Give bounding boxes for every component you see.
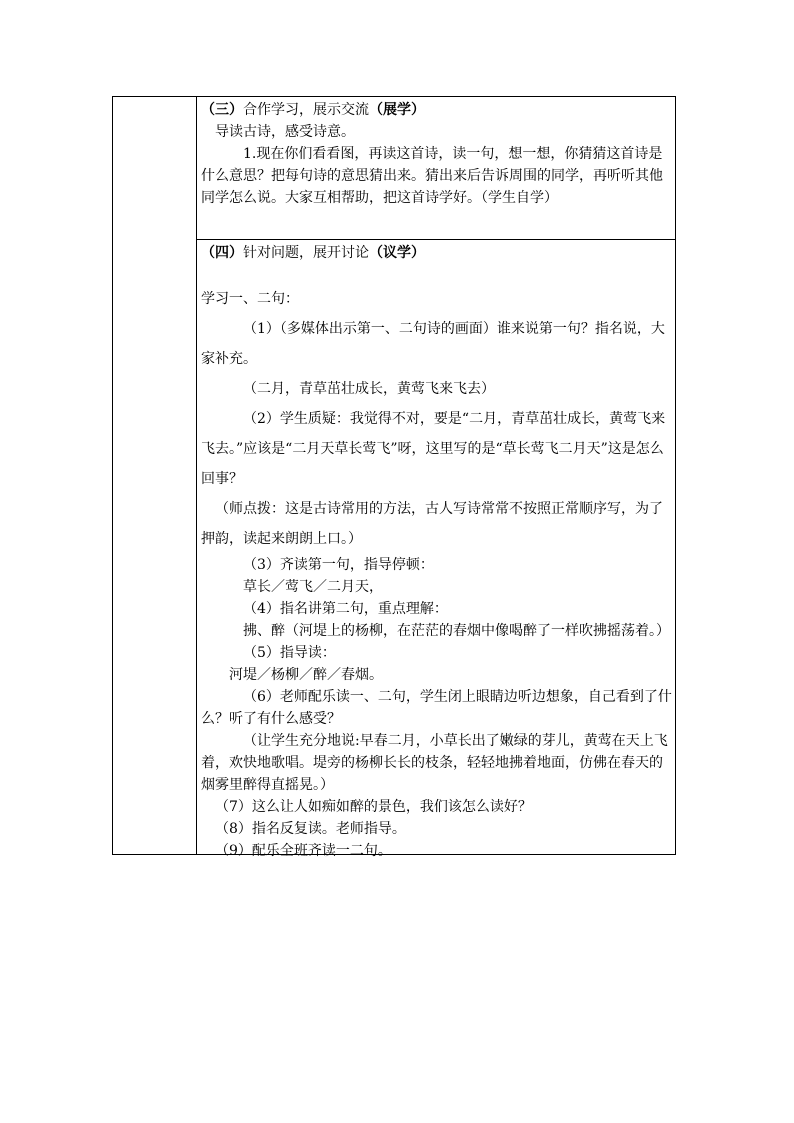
section-three-paragraph: 1.现在你们看看图，再读这首诗，读一句，想一想，你猜猜这首诗是什么意思？把每句诗的意思猜出来。猜出来后告诉周围的同学，再听听其他同学怎么说。大家互相帮助，把这首诗学好。（学生自学） xyxy=(201,146,663,206)
body-line: 拂、醉（河堤上的杨柳，在茫茫的春烟中像喝醉了一样吹拂摇荡着。） xyxy=(243,623,670,639)
section-three-cell xyxy=(197,97,676,240)
heading-prefix: （三） xyxy=(201,102,243,118)
table-row xyxy=(113,240,676,855)
body-line: （7）这么让人如痴如醉的景色，我们该怎么读好？ xyxy=(215,799,532,815)
section-four-cell xyxy=(197,240,676,859)
body-line: （4）指名讲第二句，重点理解： xyxy=(243,601,448,617)
body-line: （二月，青草茁壮成长，黄莺飞来飞去） xyxy=(243,381,495,397)
heading-text: 合作学习，展示交流 xyxy=(243,102,369,118)
body-line: （8）指名反复读。老师指导。 xyxy=(215,821,406,837)
body-line: 草长／莺飞／二月天， xyxy=(243,579,383,595)
body-line: （6）老师配乐读一、二句，学生闭上眼睛边听边想象，自己看到了什么？听了有什么感受？ xyxy=(201,689,672,727)
body-line: （9）配乐全班齐读一二句。 xyxy=(215,843,392,859)
table-row xyxy=(113,97,676,240)
body-line: （1）（多媒体出示第一、二句诗的画面）谁来说第一句？指名说，大家补充。 xyxy=(201,321,665,367)
body-line: （师点拨：这是古诗常用的方法，古人写诗常常不按照正常顺序写，为了押韵，读起来朗朗上口。） xyxy=(201,501,663,547)
heading-tag: （议学） xyxy=(369,245,425,261)
body-line: 河堤／杨柳／醉／春烟。 xyxy=(229,667,383,683)
section-three-subheading: 导读古诗，感受诗意。 xyxy=(215,124,355,140)
heading-text: 针对问题，展开讨论 xyxy=(243,245,369,261)
body-line: 学习一、二句： xyxy=(201,291,299,307)
heading-prefix: （四） xyxy=(201,245,243,261)
body-line: （5）指导读： xyxy=(243,645,336,661)
body-line: （让学生充分地说:早春二月，小草长出了嫩绿的芽儿，黄莺在天上飞着，欢快地歌唱。堤旁的杨柳长长的枝条，轻轻地拂着地面，仿佛在春天的烟雾里醉得直摇晃。） xyxy=(201,733,668,793)
body-line: （3）齐读第一句，指导停顿： xyxy=(243,557,434,573)
side-column-cell xyxy=(113,97,197,855)
heading-tag: （展学） xyxy=(369,102,425,118)
body-line: （2）学生质疑：我觉得不对，要是“二月，青草茁壮成长，黄莺飞来飞去。”应该是“二月天草长莺飞”呀，这里写的是“草长莺飞二月天”这是怎么回事？ xyxy=(201,411,666,487)
section-three-heading xyxy=(201,99,672,121)
lesson-plan-table xyxy=(112,96,676,859)
section-four-heading xyxy=(201,242,672,264)
